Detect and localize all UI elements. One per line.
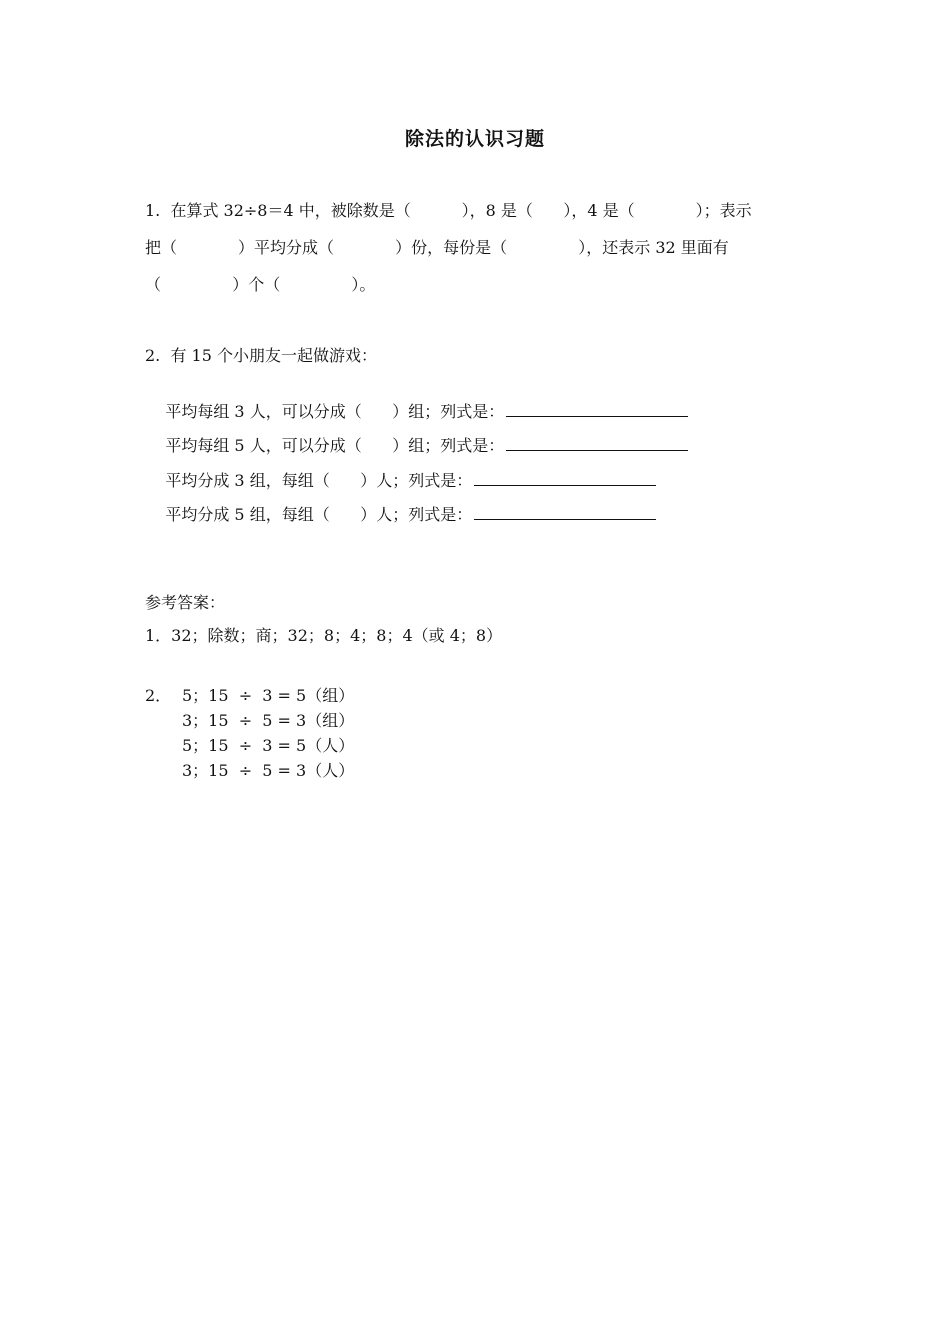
question-1-line-1: 1. 在算式 32÷8＝4 中，被除数是（ ），8 是（ ），4 是（ ）；表示 — [145, 201, 752, 220]
question-2-row-text: 平均分成 5 组，每组（ ）人；列式是： — [165, 505, 473, 524]
answer-blank — [474, 503, 656, 520]
answer-2-line: 3；15 ÷ 5 = 3（组） — [182, 711, 355, 730]
question-2-row-text: 平均每组 3 人，可以分成（ ）组；列式是： — [165, 402, 505, 421]
question-1-line-3: （ ）个（ ）。 — [145, 275, 376, 294]
page-title: 除法的认识习题 — [404, 128, 545, 150]
question-2-row-text: 平均每组 5 人，可以分成（ ）组；列式是： — [165, 436, 505, 455]
answer-2-label: 2． — [145, 686, 172, 705]
question-2-row-text: 平均分成 3 组，每组（ ）人；列式是： — [165, 471, 473, 490]
answer-2-line: 5；15 ÷ 3 = 5（组） — [182, 686, 355, 705]
question-2-row — [145, 481, 656, 548]
question-1-line-2: 把（ ）平均分成（ ）份，每份是（ ），还表示 32 里面有 — [145, 238, 729, 257]
answer-1: 1．32；除数；商；32；8；4；8；4（或 4；8） — [145, 626, 503, 645]
answer-2-line: 5；15 ÷ 3 = 5（人） — [182, 736, 355, 755]
answers-heading: 参考答案： — [145, 593, 226, 612]
question-2-intro: 2. 有 15 个小朋友一起做游戏： — [145, 346, 377, 365]
answer-2-line: 3；15 ÷ 5 = 3（人） — [182, 761, 355, 780]
